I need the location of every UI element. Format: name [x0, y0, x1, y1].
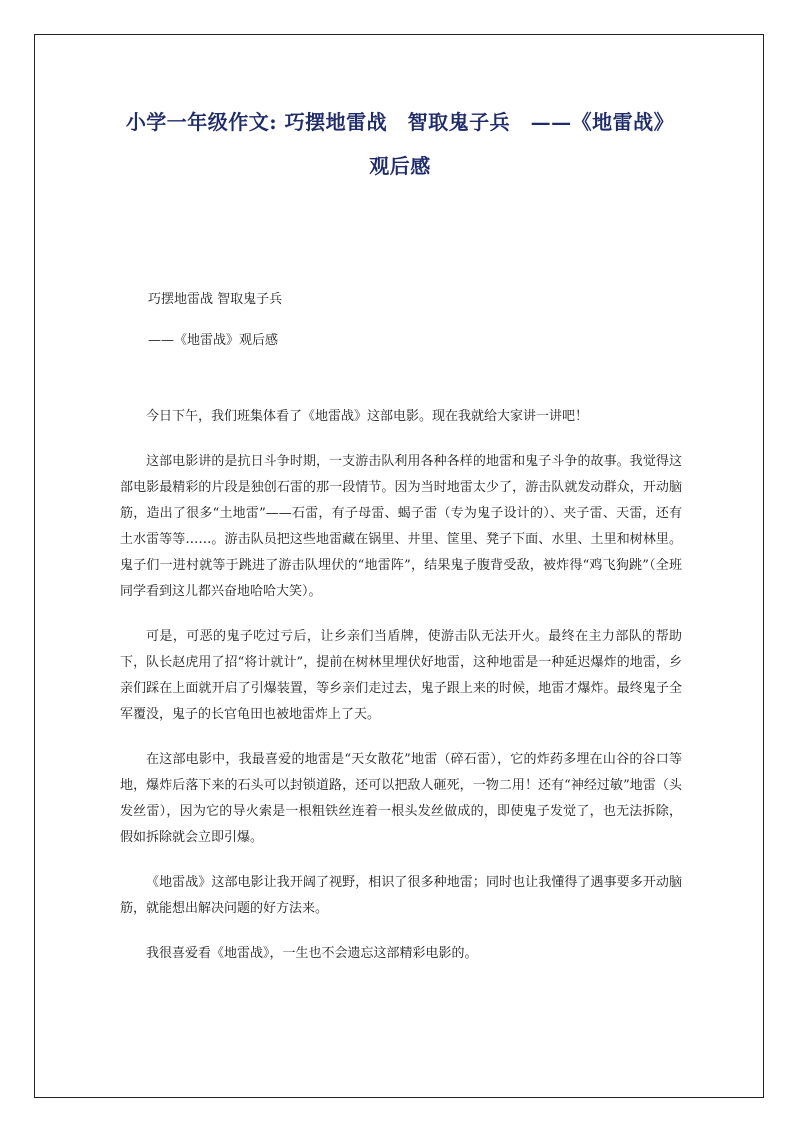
paragraph-3: 可是，可恶的鬼子吃过亏后，让乡亲们当盾牌，使游击队无法开火。最终在主力部队的帮助下，队长赵虎用了招“将计就计”，提前在树林里埋伏好地雷，这种地雷是一种延迟爆炸的地雷，乡亲们踩在上面就开启了引爆装置，等乡亲们走过去，鬼子跟上来的时候，地雷才爆炸。最终鬼子全军覆没，鬼子的长官龟田也被地雷炸上了天。	[120, 629, 682, 722]
paragraph-4: 在这部电影中，我最喜爱的地雷是“天女散花”地雷（碎石雷），它的炸药多埋在山谷的谷口等地，爆炸后落下来的石头可以封锁道路，还可以把敌人砸死，一物二用！还有“神经过敏”地雷（头发丝雷），因为它的导火索是一根粗铁丝连着一根头发丝做成的，即使鬼子发觉了，也无法拆除，假如拆除就会立即引爆。	[120, 752, 682, 845]
title-line-1: 小学一年级作文: 巧摆地雷战 智取鬼子兵 ——《地雷战》	[125, 110, 675, 134]
subtitle-film: ——《地雷战》观后感	[148, 333, 279, 348]
title-line-2: 观后感	[369, 154, 431, 178]
paragraph-1: 今日下午，我们班集体看了《地雷战》这部电影。现在我就给大家讲一讲吧！	[146, 409, 589, 424]
paragraph-6: 我很喜爱看《地雷战》，一生也不会遗忘这部精彩电影的。	[146, 946, 478, 961]
essay-body	[120, 404, 682, 986]
document-title	[60, 100, 740, 188]
subtitle-heading: 巧摆地雷战 智取鬼子兵	[148, 292, 283, 307]
paragraph-2: 这部电影讲的是抗日斗争时期，一支游击队利用各种各样的地雷和鬼子斗争的故事。我觉得这部电影最精彩的片段是独创石雷的那一段情节。因为当时地雷太少了，游击队就发动群众，开动脑筋，造出了很多“土地雷”——石雷，有子母雷、蝎子雷（专为鬼子设计的）、夹子雷、天雷，还有土水雷等等……。游击队员把这些地雷藏在锅里、井里、筐里、凳子下面、水里、土里和树林里。鬼子们一进村就等于跳进了游击队埋伏的“地雷阵”，结果鬼子腹背受敌，被炸得“鸡飞狗跳”（全班同学看到这儿都兴奋地哈哈大笑）。	[120, 454, 682, 599]
paragraph-5: 《地雷战》这部电影让我开阔了视野，相识了很多种地雷；同时也让我懂得了遇事要多开动脑筋，就能想出解决问题的好方法来。	[120, 875, 682, 916]
